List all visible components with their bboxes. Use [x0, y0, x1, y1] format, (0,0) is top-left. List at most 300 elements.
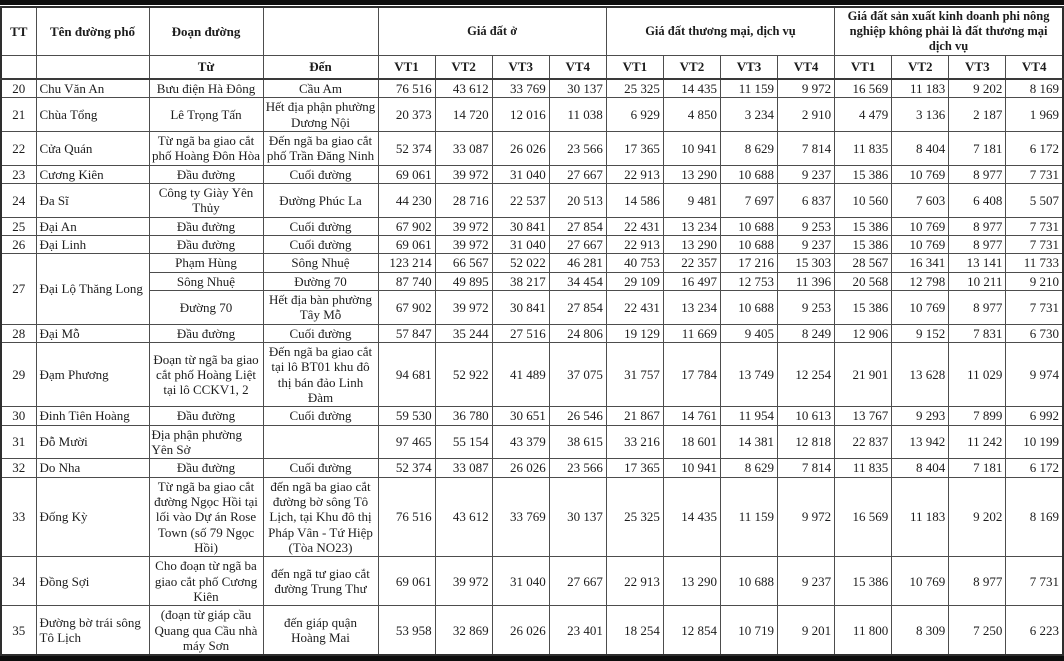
header-row-groups: [1, 7, 1063, 56]
price-cell: 15 303: [778, 254, 835, 272]
price-cell: 10 613: [778, 407, 835, 425]
price-cell: 14 381: [720, 425, 777, 459]
from-cell: Địa phận phường Yên Sở: [149, 425, 263, 459]
street-name-cell: Đại Mỗ: [36, 324, 149, 342]
price-cell: 15 386: [835, 290, 892, 324]
tt-cell: 27: [1, 254, 36, 324]
table-row: [1, 131, 1063, 165]
price-cell: 2 187: [949, 98, 1006, 132]
col-header-vt1: VT1: [378, 56, 435, 80]
price-cell: 11 733: [1006, 254, 1063, 272]
group-header-nonagri-business: Giá đất sản xuất kinh doanh phi nông nghiệp không phải là đất thương mại dịch vụ: [835, 7, 1063, 56]
from-cell: Đầu đường: [149, 407, 263, 425]
price-cell: 28 716: [435, 183, 492, 217]
col-header-vt4: VT4: [1006, 56, 1063, 80]
price-cell: 10 769: [892, 217, 949, 235]
price-cell: 10 769: [892, 165, 949, 183]
to-cell: [263, 425, 378, 459]
price-cell: 57 847: [378, 324, 435, 342]
col-header-street: Tên đường phố: [36, 7, 149, 56]
price-cell: 9 202: [949, 79, 1006, 98]
price-cell: 18 601: [663, 425, 720, 459]
price-cell: 15 386: [835, 217, 892, 235]
price-cell: 17 216: [720, 254, 777, 272]
table-row: [1, 324, 1063, 342]
price-cell: 13 628: [892, 342, 949, 406]
price-cell: 4 479: [835, 98, 892, 132]
price-cell: 11 159: [720, 477, 777, 557]
top-border-bar: [0, 0, 1064, 5]
price-cell: 40 753: [606, 254, 663, 272]
price-cell: 1 969: [1006, 98, 1063, 132]
col-header-vt2: VT2: [892, 56, 949, 80]
price-cell: 8 977: [949, 290, 1006, 324]
col-header-vt2: VT2: [663, 56, 720, 80]
tt-cell: 29: [1, 342, 36, 406]
price-cell: 25 325: [606, 477, 663, 557]
price-cell: 7 814: [778, 131, 835, 165]
price-cell: 67 902: [378, 290, 435, 324]
tt-cell: 21: [1, 98, 36, 132]
price-cell: 87 740: [378, 272, 435, 290]
tt-cell: 31: [1, 425, 36, 459]
to-cell: Đến ngã ba giao cắt tại lô BT01 khu đô thị bán đảo Linh Đàm: [263, 342, 378, 406]
from-cell: Đầu đường: [149, 165, 263, 183]
price-cell: 9 405: [720, 324, 777, 342]
price-cell: 21 901: [835, 342, 892, 406]
table-row: [1, 254, 1063, 272]
price-cell: 10 688: [720, 557, 777, 606]
tt-cell: 20: [1, 79, 36, 98]
price-cell: 35 244: [435, 324, 492, 342]
col-header-vt3: VT3: [492, 56, 549, 80]
price-cell: 7 731: [1006, 290, 1063, 324]
price-cell: 10 769: [892, 290, 949, 324]
price-cell: 12 906: [835, 324, 892, 342]
price-cell: 33 769: [492, 79, 549, 98]
price-cell: 12 818: [778, 425, 835, 459]
col-header-section-spacer: [263, 7, 378, 56]
price-cell: 14 435: [663, 79, 720, 98]
price-cell: 6 223: [1006, 606, 1063, 655]
price-cell: 21 867: [606, 407, 663, 425]
tt-cell: 26: [1, 235, 36, 253]
price-cell: 11 396: [778, 272, 835, 290]
to-cell: Hết địa bàn phường Tây Mỗ: [263, 290, 378, 324]
price-cell: 6 992: [1006, 407, 1063, 425]
price-cell: 39 972: [435, 235, 492, 253]
price-cell: 20 513: [549, 183, 606, 217]
price-cell: 8 629: [720, 459, 777, 477]
tt-cell: 24: [1, 183, 36, 217]
price-cell: 7 899: [949, 407, 1006, 425]
price-cell: 8 169: [1006, 477, 1063, 557]
table-row: [1, 217, 1063, 235]
from-cell: Phạm Hùng: [149, 254, 263, 272]
price-cell: 94 681: [378, 342, 435, 406]
to-cell: đến ngã tư giao cắt đường Trung Thư: [263, 557, 378, 606]
price-cell: 52 922: [435, 342, 492, 406]
price-cell: 12 854: [663, 606, 720, 655]
price-cell: 9 237: [778, 235, 835, 253]
from-cell: Đường 70: [149, 290, 263, 324]
price-cell: 31 040: [492, 557, 549, 606]
street-name-cell: Đỗ Mười: [36, 425, 149, 459]
price-cell: 8 169: [1006, 79, 1063, 98]
street-name-cell: Do Nha: [36, 459, 149, 477]
street-name-cell: Cửa Quán: [36, 131, 149, 165]
to-cell: đến ngã ba giao cắt đường bờ sông Tô Lịch, tại Khu đô thị Pháp Vân - Tứ Hiệp (Tòa NO23): [263, 477, 378, 557]
price-cell: 67 902: [378, 217, 435, 235]
col-subheader-street-empty: [36, 56, 149, 80]
price-cell: 13 234: [663, 290, 720, 324]
price-cell: 11 835: [835, 131, 892, 165]
from-cell: Đầu đường: [149, 324, 263, 342]
price-cell: 18 254: [606, 606, 663, 655]
price-cell: 10 688: [720, 235, 777, 253]
price-cell: 19 129: [606, 324, 663, 342]
price-cell: 11 954: [720, 407, 777, 425]
table-row: [1, 165, 1063, 183]
price-cell: 8 629: [720, 131, 777, 165]
price-cell: 30 841: [492, 290, 549, 324]
table-header: [1, 7, 1063, 79]
price-cell: 7 250: [949, 606, 1006, 655]
price-cell: 23 566: [549, 459, 606, 477]
table-row: [1, 342, 1063, 406]
price-cell: 10 941: [663, 459, 720, 477]
price-cell: 9 974: [1006, 342, 1063, 406]
col-header-vt1: VT1: [835, 56, 892, 80]
price-cell: 16 497: [663, 272, 720, 290]
group-header-residential: Giá đất ở: [378, 7, 606, 56]
price-cell: 36 780: [435, 407, 492, 425]
price-cell: 10 719: [720, 606, 777, 655]
price-cell: 69 061: [378, 235, 435, 253]
table-row: [1, 557, 1063, 606]
from-cell: Từ ngã ba giao cắt đường Ngọc Hồi tại lối vào Dự án Rose Town (số 79 Ngọc Hồi): [149, 477, 263, 557]
price-cell: 10 199: [1006, 425, 1063, 459]
price-cell: 59 530: [378, 407, 435, 425]
price-cell: 7 731: [1006, 557, 1063, 606]
table-row: [1, 183, 1063, 217]
price-cell: 9 253: [778, 290, 835, 324]
price-cell: 49 895: [435, 272, 492, 290]
price-cell: 22 431: [606, 217, 663, 235]
price-cell: 14 761: [663, 407, 720, 425]
price-cell: 52 374: [378, 459, 435, 477]
price-cell: 15 386: [835, 235, 892, 253]
table-row: [1, 235, 1063, 253]
price-cell: 9 481: [663, 183, 720, 217]
price-cell: 28 567: [835, 254, 892, 272]
street-name-cell: Đường bờ trái sông Tô Lịch: [36, 606, 149, 655]
price-cell: 52 022: [492, 254, 549, 272]
price-cell: 22 357: [663, 254, 720, 272]
tt-cell: 30: [1, 407, 36, 425]
price-cell: 10 688: [720, 165, 777, 183]
street-name-cell: Đa Sĩ: [36, 183, 149, 217]
price-cell: 14 586: [606, 183, 663, 217]
price-cell: 4 850: [663, 98, 720, 132]
price-cell: 5 507: [1006, 183, 1063, 217]
tt-cell: 33: [1, 477, 36, 557]
to-cell: Cuối đường: [263, 324, 378, 342]
table-row: [1, 477, 1063, 557]
table-row: [1, 272, 1063, 290]
to-cell: Hết địa phận phường Dương Nội: [263, 98, 378, 132]
price-cell: 10 688: [720, 217, 777, 235]
price-cell: 13 749: [720, 342, 777, 406]
table-row: [1, 290, 1063, 324]
from-cell: Sông Nhuệ: [149, 272, 263, 290]
price-cell: 10 941: [663, 131, 720, 165]
price-cell: 9 253: [778, 217, 835, 235]
price-cell: 27 516: [492, 324, 549, 342]
from-cell: Đoạn từ ngã ba giao cắt phố Hoàng Liệt tại lô CCKV1, 2: [149, 342, 263, 406]
to-cell: Cuối đường: [263, 459, 378, 477]
price-cell: 7 731: [1006, 165, 1063, 183]
price-cell: 20 373: [378, 98, 435, 132]
price-cell: 7 603: [892, 183, 949, 217]
price-cell: 8 309: [892, 606, 949, 655]
price-cell: 7 831: [949, 324, 1006, 342]
price-cell: 11 242: [949, 425, 1006, 459]
price-cell: 11 029: [949, 342, 1006, 406]
price-cell: 27 854: [549, 217, 606, 235]
price-cell: 13 290: [663, 557, 720, 606]
col-header-vt1: VT1: [606, 56, 663, 80]
from-cell: Cho đoạn từ ngã ba giao cắt phố Cương Kiên: [149, 557, 263, 606]
price-cell: 12 016: [492, 98, 549, 132]
price-cell: 27 667: [549, 235, 606, 253]
price-cell: 12 254: [778, 342, 835, 406]
price-cell: 11 183: [892, 79, 949, 98]
street-name-cell: Chu Văn An: [36, 79, 149, 98]
price-cell: 43 612: [435, 79, 492, 98]
to-cell: Đường Phúc La: [263, 183, 378, 217]
price-cell: 31 040: [492, 165, 549, 183]
price-cell: 11 159: [720, 79, 777, 98]
price-cell: 20 568: [835, 272, 892, 290]
price-cell: 33 769: [492, 477, 549, 557]
col-header-vt3: VT3: [949, 56, 1006, 80]
price-cell: 38 217: [492, 272, 549, 290]
price-cell: 7 181: [949, 131, 1006, 165]
price-cell: 13 942: [892, 425, 949, 459]
price-cell: 9 210: [1006, 272, 1063, 290]
price-cell: 44 230: [378, 183, 435, 217]
table-row: [1, 79, 1063, 98]
street-name-cell: Chùa Tổng: [36, 98, 149, 132]
price-cell: 41 489: [492, 342, 549, 406]
price-cell: 97 465: [378, 425, 435, 459]
price-cell: 66 567: [435, 254, 492, 272]
price-cell: 3 234: [720, 98, 777, 132]
price-cell: 15 386: [835, 557, 892, 606]
price-cell: 52 374: [378, 131, 435, 165]
header-row-subcolumns: [1, 56, 1063, 80]
price-cell: 12 753: [720, 272, 777, 290]
to-cell: Đến ngã ba giao cắt phố Trần Đăng Ninh: [263, 131, 378, 165]
price-cell: 8 977: [949, 235, 1006, 253]
tt-cell: 25: [1, 217, 36, 235]
price-cell: 14 720: [435, 98, 492, 132]
price-cell: 34 454: [549, 272, 606, 290]
price-cell: 16 569: [835, 79, 892, 98]
price-cell: 15 386: [835, 165, 892, 183]
price-cell: 10 769: [892, 557, 949, 606]
price-cell: 8 404: [892, 459, 949, 477]
price-cell: 13 290: [663, 165, 720, 183]
price-cell: 33 216: [606, 425, 663, 459]
from-cell: Từ ngã ba giao cắt phố Hoàng Đôn Hòa: [149, 131, 263, 165]
price-cell: 22 431: [606, 290, 663, 324]
price-cell: 22 913: [606, 235, 663, 253]
price-cell: 10 688: [720, 290, 777, 324]
tt-cell: 35: [1, 606, 36, 655]
price-cell: 17 365: [606, 459, 663, 477]
price-cell: 9 202: [949, 477, 1006, 557]
price-cell: 14 435: [663, 477, 720, 557]
price-cell: 6 929: [606, 98, 663, 132]
from-cell: Đầu đường: [149, 217, 263, 235]
price-cell: 123 214: [378, 254, 435, 272]
table-row: [1, 407, 1063, 425]
price-cell: 25 325: [606, 79, 663, 98]
from-cell: (đoạn từ giáp cầu Quang qua Cầu nhà máy Sơn: [149, 606, 263, 655]
street-name-cell: Đạm Phương: [36, 342, 149, 406]
price-cell: 7 181: [949, 459, 1006, 477]
tt-cell: 28: [1, 324, 36, 342]
price-cell: 8 404: [892, 131, 949, 165]
to-cell: Cuối đường: [263, 217, 378, 235]
street-name-cell: Cương Kiên: [36, 165, 149, 183]
price-cell: 11 183: [892, 477, 949, 557]
price-cell: 11 800: [835, 606, 892, 655]
price-cell: 37 075: [549, 342, 606, 406]
price-cell: 22 913: [606, 165, 663, 183]
from-cell: Đầu đường: [149, 235, 263, 253]
price-cell: 76 516: [378, 477, 435, 557]
price-cell: 8 249: [778, 324, 835, 342]
price-cell: 11 038: [549, 98, 606, 132]
price-cell: 32 869: [435, 606, 492, 655]
price-cell: 26 546: [549, 407, 606, 425]
price-cell: 9 201: [778, 606, 835, 655]
price-cell: 6 837: [778, 183, 835, 217]
from-cell: Lê Trọng Tấn: [149, 98, 263, 132]
price-cell: 10 560: [835, 183, 892, 217]
col-header-section: Đoạn đường: [149, 7, 263, 56]
to-cell: đến giáp quận Hoàng Mai: [263, 606, 378, 655]
col-header-from: Từ: [149, 56, 263, 80]
price-cell: 43 612: [435, 477, 492, 557]
price-cell: 17 365: [606, 131, 663, 165]
price-cell: 9 972: [778, 79, 835, 98]
price-cell: 10 769: [892, 235, 949, 253]
price-cell: 8 977: [949, 217, 1006, 235]
price-cell: 26 026: [492, 606, 549, 655]
price-cell: 6 730: [1006, 324, 1063, 342]
price-cell: 30 137: [549, 79, 606, 98]
price-cell: 39 972: [435, 217, 492, 235]
price-cell: 9 237: [778, 557, 835, 606]
price-cell: 69 061: [378, 557, 435, 606]
col-header-vt4: VT4: [778, 56, 835, 80]
tt-cell: 23: [1, 165, 36, 183]
price-cell: 13 234: [663, 217, 720, 235]
table-row: [1, 459, 1063, 477]
col-header-vt4: VT4: [549, 56, 606, 80]
street-name-cell: Đại An: [36, 217, 149, 235]
price-cell: 33 087: [435, 131, 492, 165]
price-cell: 30 137: [549, 477, 606, 557]
price-table-body: [1, 79, 1063, 655]
price-cell: 16 569: [835, 477, 892, 557]
price-cell: 13 141: [949, 254, 1006, 272]
street-name-cell: Đinh Tiên Hoàng: [36, 407, 149, 425]
price-cell: 30 841: [492, 217, 549, 235]
price-cell: 2 910: [778, 98, 835, 132]
tt-cell: 32: [1, 459, 36, 477]
price-cell: 29 109: [606, 272, 663, 290]
price-cell: 27 667: [549, 557, 606, 606]
street-name-cell: Đại Lộ Thăng Long: [36, 254, 149, 324]
price-cell: 9 972: [778, 477, 835, 557]
price-cell: 3 136: [892, 98, 949, 132]
price-cell: 31 040: [492, 235, 549, 253]
table-row: [1, 606, 1063, 655]
price-cell: 17 784: [663, 342, 720, 406]
price-cell: 22 913: [606, 557, 663, 606]
price-cell: 9 237: [778, 165, 835, 183]
tt-cell: 34: [1, 557, 36, 606]
price-cell: 31 757: [606, 342, 663, 406]
col-header-to: Đến: [263, 56, 378, 80]
price-cell: 8 977: [949, 557, 1006, 606]
price-cell: 16 341: [892, 254, 949, 272]
price-cell: 7 814: [778, 459, 835, 477]
price-cell: 26 026: [492, 459, 549, 477]
price-cell: 43 379: [492, 425, 549, 459]
col-subheader-tt-empty: [1, 56, 36, 80]
col-header-vt3: VT3: [720, 56, 777, 80]
price-cell: 30 651: [492, 407, 549, 425]
price-cell: 46 281: [549, 254, 606, 272]
land-price-table: [0, 6, 1064, 656]
street-name-cell: Đống Kỳ: [36, 477, 149, 557]
price-cell: 12 798: [892, 272, 949, 290]
price-cell: 23 566: [549, 131, 606, 165]
to-cell: Đường 70: [263, 272, 378, 290]
to-cell: Sông Nhuệ: [263, 254, 378, 272]
table-row: [1, 425, 1063, 459]
col-header-tt: TT: [1, 7, 36, 56]
table-row: [1, 98, 1063, 132]
price-cell: 23 401: [549, 606, 606, 655]
price-cell: 6 172: [1006, 459, 1063, 477]
price-cell: 39 972: [435, 290, 492, 324]
price-cell: 7 731: [1006, 235, 1063, 253]
col-header-vt2: VT2: [435, 56, 492, 80]
from-cell: Đầu đường: [149, 459, 263, 477]
to-cell: Cuối đường: [263, 235, 378, 253]
price-cell: 33 087: [435, 459, 492, 477]
price-cell: 27 854: [549, 290, 606, 324]
street-name-cell: Đại Linh: [36, 235, 149, 253]
to-cell: Cuối đường: [263, 407, 378, 425]
